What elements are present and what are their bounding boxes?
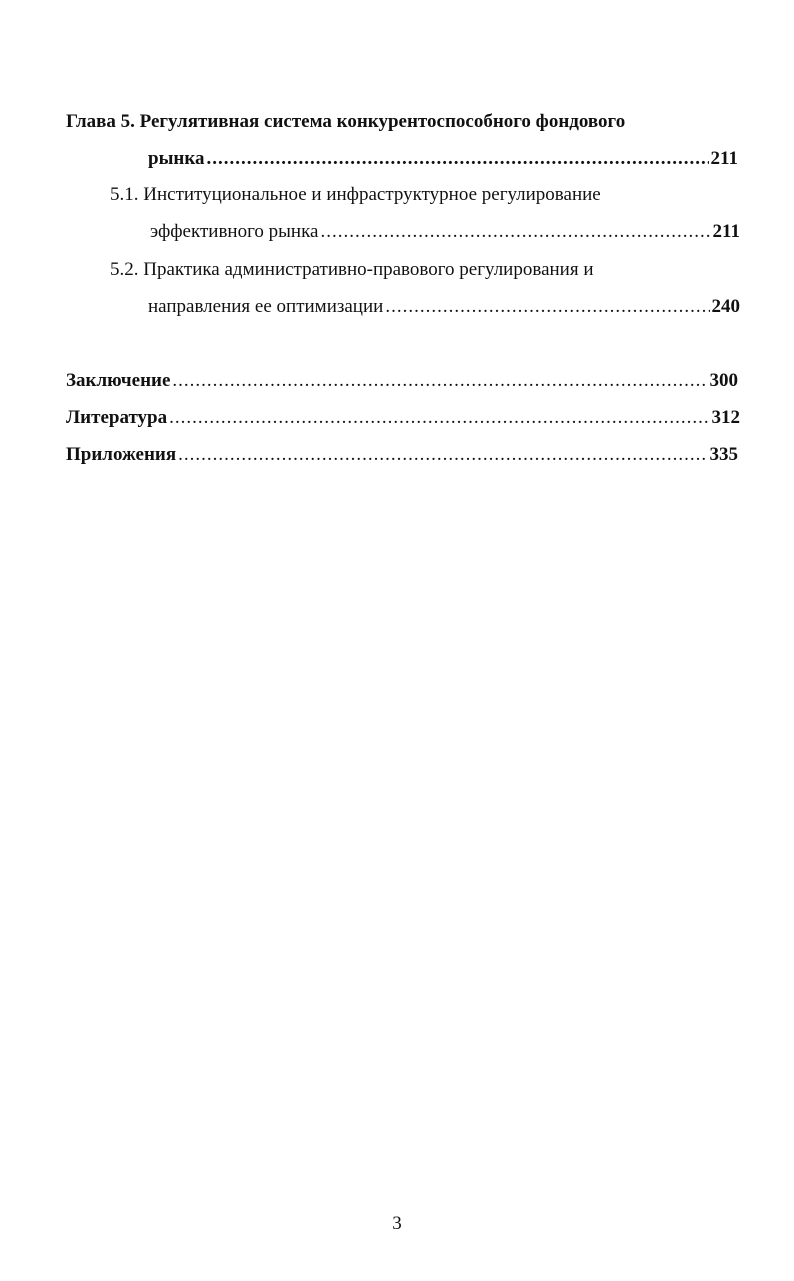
toc-dot-leader	[385, 295, 709, 319]
toc-dot-leader	[320, 220, 710, 244]
toc-section5-2-page: 240	[711, 296, 740, 317]
toc-dot-leader	[172, 369, 707, 393]
toc-chapter5-page: 211	[710, 148, 738, 169]
toc-appendices-title: Приложения	[66, 444, 177, 465]
toc-chapter5-title-line2: рынка	[148, 148, 205, 169]
toc-entry-chapter5[interactable]	[148, 147, 738, 171]
toc-literature-page: 312	[711, 407, 740, 428]
toc-section5-1-title-line1: 5.1. Институциональное и инфраструктурное регулирование	[110, 184, 601, 205]
toc-literature-title: Литература	[66, 407, 168, 428]
toc-conclusion-title: Заключение	[66, 370, 171, 391]
page-number: 3	[392, 1213, 402, 1234]
toc-entry-section5-2[interactable]	[148, 295, 740, 319]
toc-dot-leader	[169, 406, 709, 430]
toc-section5-2-title-line1: 5.2. Практика административно-правового регулирования и	[110, 259, 594, 280]
toc-entry-appendices[interactable]	[66, 443, 738, 467]
toc-section5-1-title-line2: эффективного рынка	[150, 221, 319, 242]
toc-conclusion-page: 300	[709, 370, 738, 391]
toc-dot-leader	[207, 147, 709, 171]
toc-dot-leader	[178, 443, 707, 467]
toc-entry-conclusion[interactable]	[66, 369, 738, 393]
toc-appendices-page: 335	[709, 444, 738, 465]
toc-section5-2-title-line2: направления ее оптимизации	[148, 296, 384, 317]
toc-entry-literature[interactable]	[66, 406, 740, 430]
toc-entry-section5-1[interactable]	[150, 220, 740, 244]
toc-section5-1-page: 211	[712, 221, 740, 242]
toc-chapter5-title-line1: Глава 5. Регулятивная система конкурентоспособного фондового	[66, 111, 626, 132]
